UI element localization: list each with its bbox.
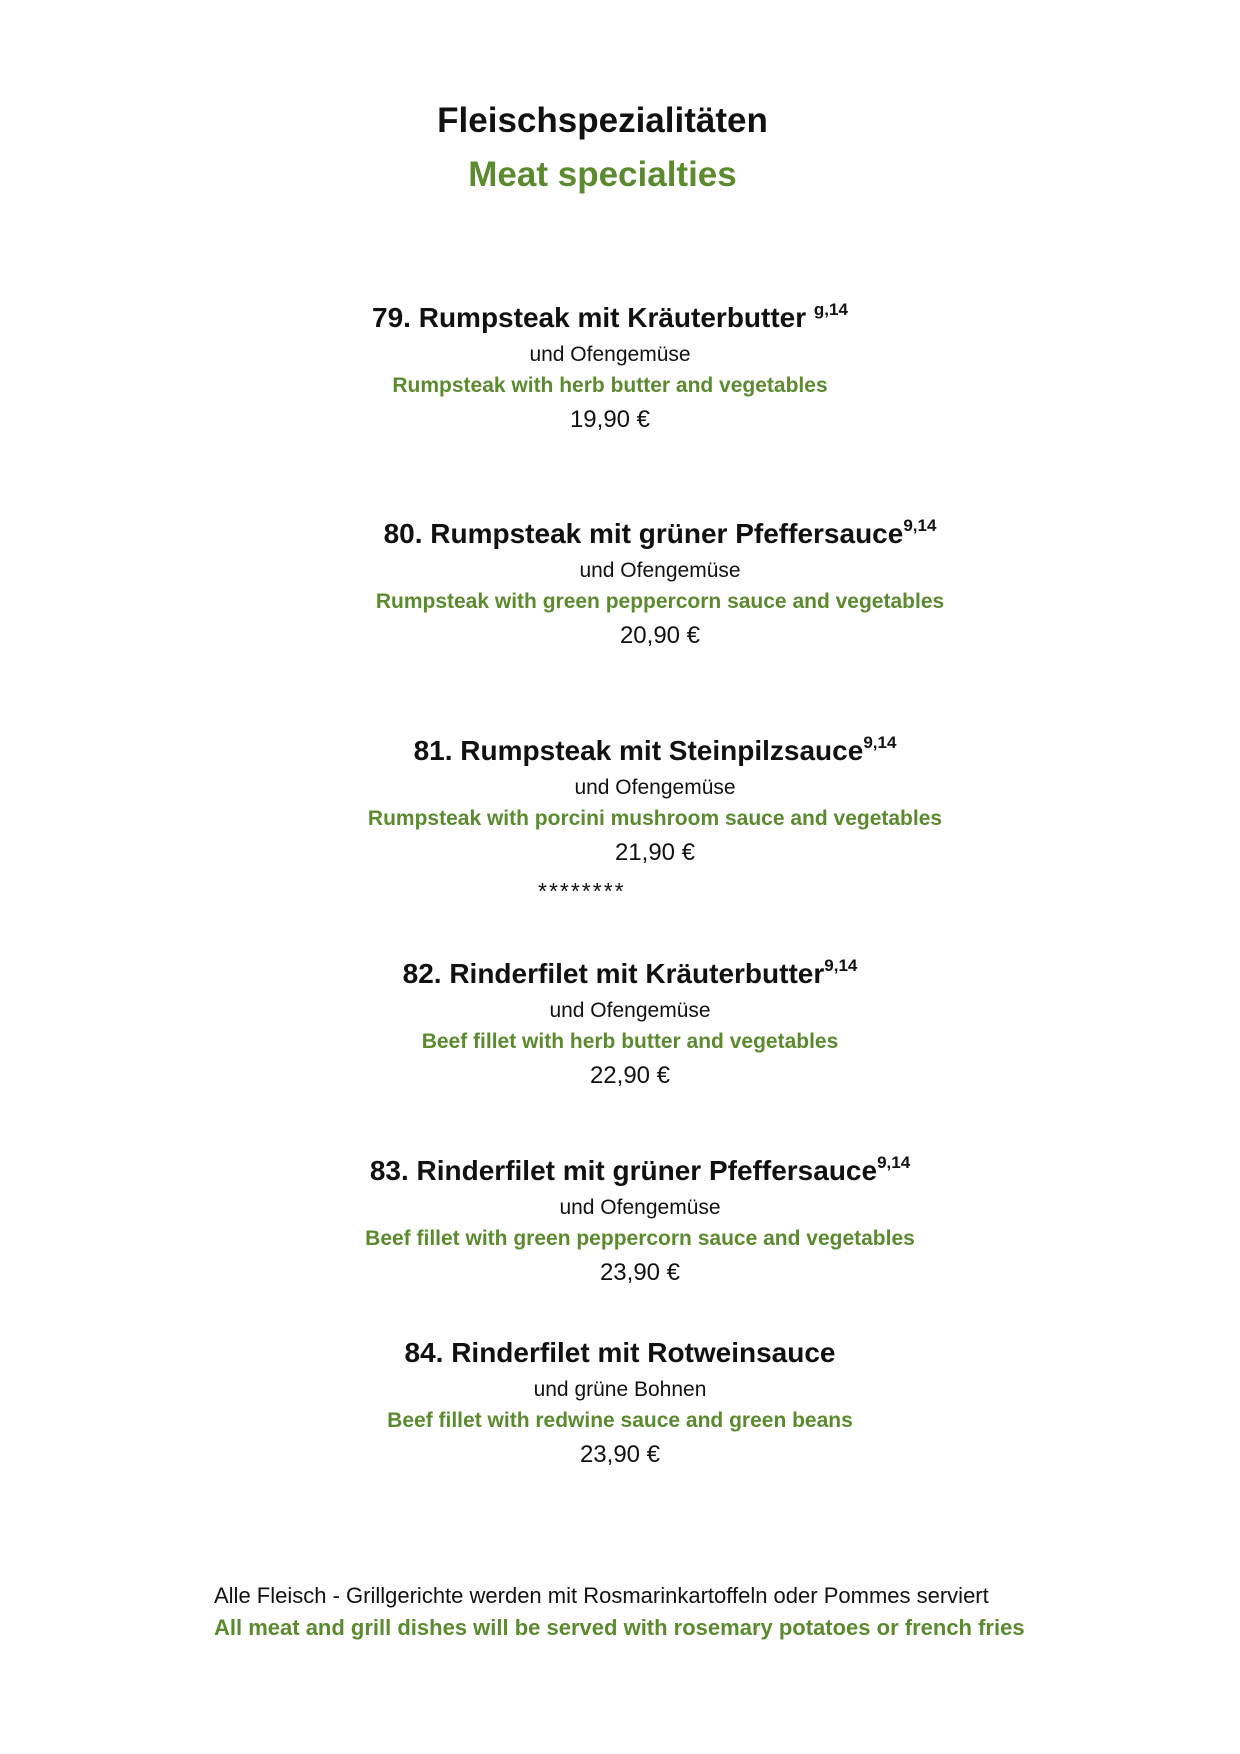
footer-note xyxy=(214,1580,1114,1644)
menu-item-name xyxy=(330,1151,950,1191)
menu-item-price: 23,90 € xyxy=(579,1441,661,1468)
menu-item-english: Beef fillet with green peppercorn sauce and vegetables xyxy=(365,1227,915,1250)
menu-item-price: 21,90 € xyxy=(614,839,696,866)
allergen-codes: g,14 xyxy=(813,299,848,319)
footer-note-german: Alle Fleisch - Grillgerichte werden mit Rosmarinkartoffeln oder Pommes serviert xyxy=(214,1583,989,1608)
menu-item-name xyxy=(370,954,890,994)
menu-item xyxy=(330,1151,950,1291)
menu-item-name-text: 81. Rumpsteak mit Steinpilzsauce xyxy=(413,735,864,766)
menu-item xyxy=(330,298,890,438)
menu-item-english: Rumpsteak with green peppercorn sauce and vegetables xyxy=(375,590,945,613)
allergen-codes: 9,14 xyxy=(824,955,858,975)
menu-item-price: 23,90 € xyxy=(599,1259,681,1286)
menu-item-name xyxy=(340,1333,900,1373)
menu-item-side: und Ofengemüse xyxy=(574,776,736,799)
section-separator: ******** xyxy=(538,878,626,904)
menu-item-side: und Ofengemüse xyxy=(549,999,711,1022)
menu-item xyxy=(340,514,980,654)
menu-item-side: und Ofengemüse xyxy=(529,343,691,366)
menu-item xyxy=(370,954,890,1094)
menu-item-english: Rumpsteak with herb butter and vegetables xyxy=(392,374,828,397)
menu-item xyxy=(340,1333,900,1473)
menu-item-name xyxy=(340,514,980,554)
menu-item-side: und Ofengemüse xyxy=(559,1196,721,1219)
allergen-codes: 9,14 xyxy=(877,1152,911,1172)
allergen-codes: 9,14 xyxy=(903,515,937,535)
menu-item-name xyxy=(340,731,970,771)
menu-item-english: Beef fillet with redwine sauce and green beans xyxy=(387,1409,853,1432)
menu-item xyxy=(340,731,970,871)
menu-item-price: 19,90 € xyxy=(569,406,651,433)
menu-item-name-text: 84. Rinderfilet mit Rotweinsauce xyxy=(404,1337,836,1368)
footer-note-english: All meat and grill dishes will be served with rosemary potatoes or french fries xyxy=(214,1615,1025,1640)
menu-item-name-text: 82. Rinderfilet mit Kräuterbutter xyxy=(402,958,825,989)
menu-item-side: und Ofengemüse xyxy=(579,559,741,582)
page-subtitle-english: Meat specialties xyxy=(468,155,737,194)
menu-item-side: und grüne Bohnen xyxy=(533,1378,707,1401)
menu-item-name-text: 80. Rumpsteak mit grüner Pfeffersauce xyxy=(383,518,904,549)
page-title: Fleischspezialitäten xyxy=(437,101,768,140)
menu-item-english: Rumpsteak with porcini mushroom sauce and vegetables xyxy=(367,807,943,830)
menu-item-price: 20,90 € xyxy=(619,622,701,649)
menu-item-name-text: 83. Rinderfilet mit grüner Pfeffersauce xyxy=(369,1155,878,1186)
menu-item-name xyxy=(330,298,890,338)
menu-item-name-text: 79. Rumpsteak mit Kräuterbutter xyxy=(372,302,814,333)
menu-item-english: Beef fillet with herb butter and vegetables xyxy=(421,1030,839,1053)
allergen-codes: 9,14 xyxy=(863,732,897,752)
menu-item-price: 22,90 € xyxy=(589,1062,671,1089)
